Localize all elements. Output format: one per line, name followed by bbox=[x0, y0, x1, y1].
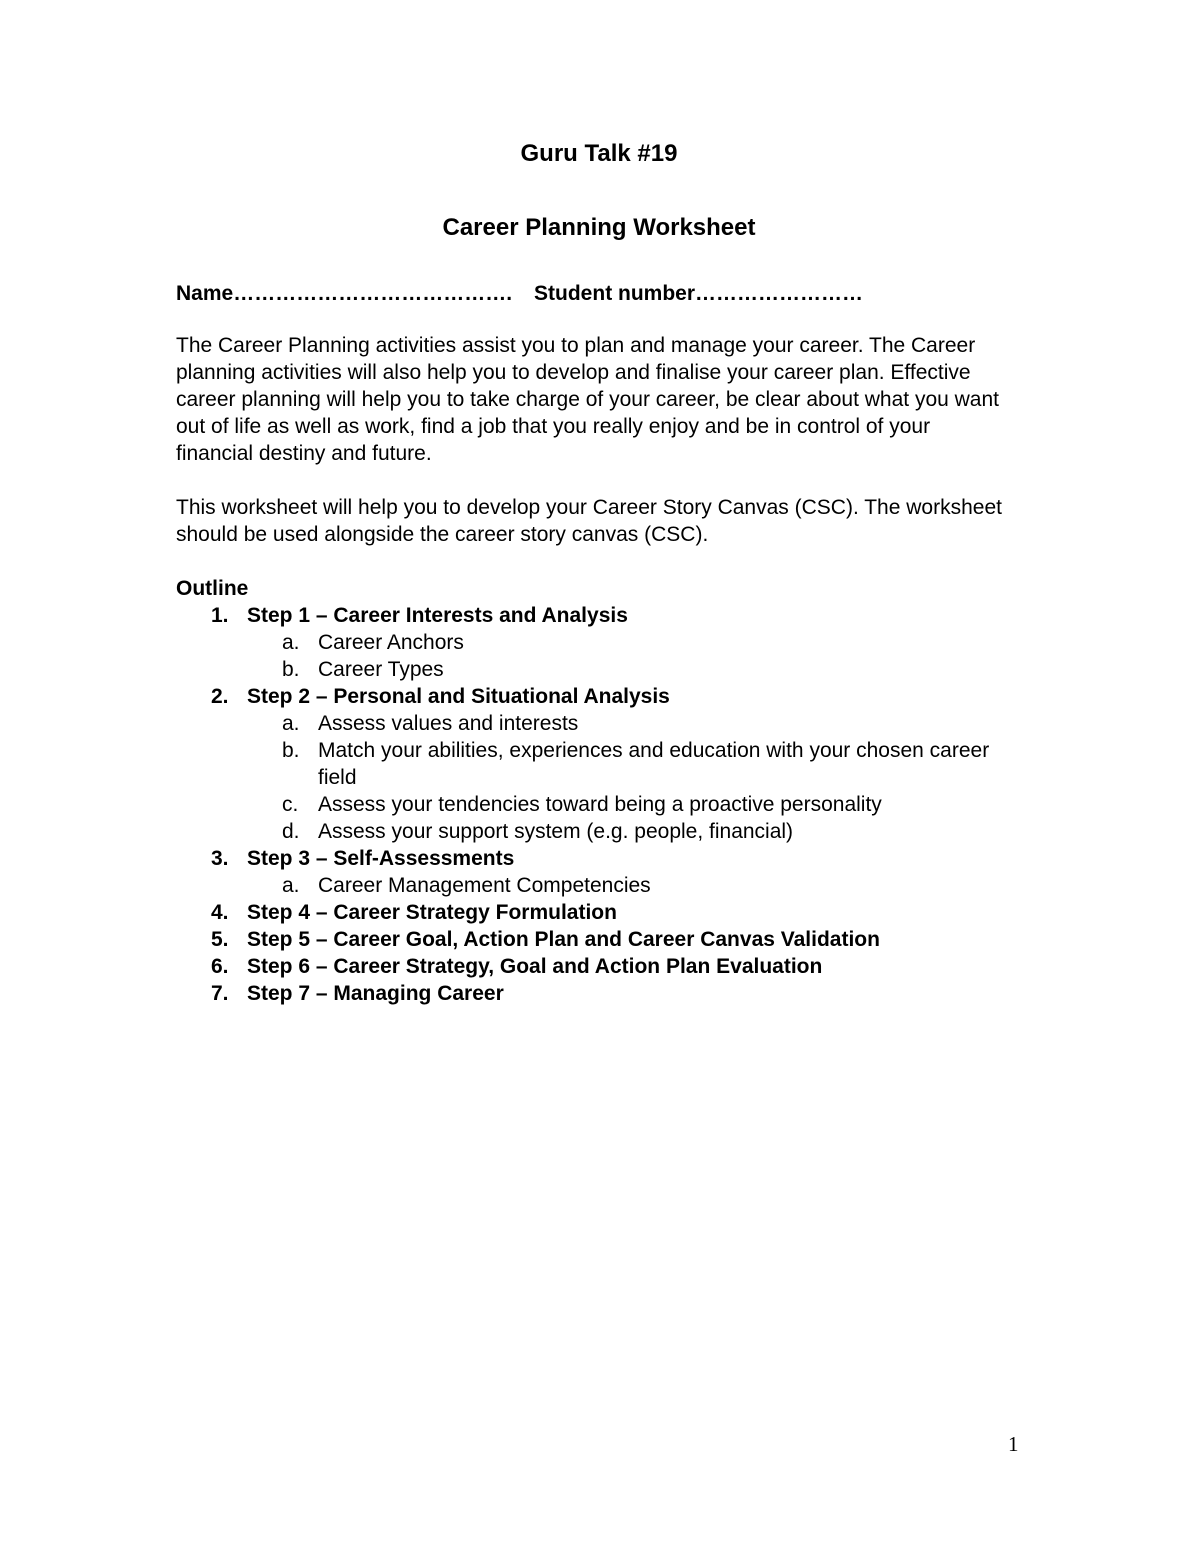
outline-step bbox=[176, 602, 1026, 683]
step-number: 5. bbox=[211, 928, 229, 951]
sub-item bbox=[176, 791, 1008, 818]
step-number: 4. bbox=[211, 901, 229, 924]
sub-item-list bbox=[176, 710, 1026, 845]
csc-paragraph: This worksheet will help you to develop your Career Story Canvas (CSC). The worksheet should be used alongside the career story canvas (CSC). bbox=[176, 496, 1002, 546]
sub-item-text: Assess your support system (e.g. people, financial) bbox=[318, 820, 794, 843]
step-label: Step 3 – Self-Assessments bbox=[247, 847, 515, 870]
document-subtitle: Career Planning Worksheet bbox=[442, 214, 756, 241]
step-label: Step 1 – Career Interests and Analysis bbox=[247, 604, 628, 627]
outline-step bbox=[176, 899, 1026, 926]
sub-item-letter: a. bbox=[282, 712, 300, 735]
sub-item-list bbox=[176, 629, 1026, 683]
intro-paragraph: The Career Planning activities assist you to plan and manage your career. The Career planning activities will also help you to develop and finalise your career plan. Effective career planning will help you to take charge of your career, be clear about what you want out of life as well as work, find a job that you really enjoy and be in control of your financial destiny and future. bbox=[176, 334, 999, 465]
name-field: Name…………………………………. bbox=[176, 282, 513, 305]
sub-item bbox=[176, 656, 1008, 683]
sub-item-text: Assess values and interests bbox=[318, 712, 579, 735]
step-number: 2. bbox=[211, 685, 229, 708]
sub-item-text: Assess your tendencies toward being a proactive personality bbox=[318, 793, 882, 816]
step-label: Step 5 – Career Goal, Action Plan and Career Canvas Validation bbox=[247, 928, 880, 951]
outline-step bbox=[176, 845, 1026, 899]
sub-item-list bbox=[176, 872, 1026, 899]
step-label: Step 6 – Career Strategy, Goal and Action Plan Evaluation bbox=[247, 955, 823, 978]
step-number: 1. bbox=[211, 604, 229, 627]
outline-step bbox=[176, 683, 1026, 845]
step-number: 7. bbox=[211, 982, 229, 1005]
sub-item-letter: a. bbox=[282, 631, 300, 654]
student-number-field: Student number…………………… bbox=[534, 282, 864, 305]
document-title: Guru Talk #19 bbox=[520, 140, 678, 167]
outline-step bbox=[176, 953, 1026, 980]
sub-item-text: Career Anchors bbox=[318, 631, 464, 654]
sub-item bbox=[176, 818, 1008, 845]
step-label: Step 7 – Managing Career bbox=[247, 982, 504, 1005]
outline-steps-list bbox=[176, 602, 1026, 1007]
sub-item bbox=[176, 872, 1008, 899]
step-number: 6. bbox=[211, 955, 229, 978]
outline-step bbox=[176, 980, 1026, 1007]
sub-item-letter: c. bbox=[282, 793, 299, 816]
sub-item-text: Career Types bbox=[318, 658, 444, 681]
outline-heading: Outline bbox=[176, 577, 249, 600]
sub-item-text: Match your abilities, experiences and education with your chosen career field bbox=[318, 739, 990, 789]
page-content bbox=[176, 140, 1026, 1007]
name-student-line bbox=[176, 282, 1026, 306]
step-label: Step 2 – Personal and Situational Analysis bbox=[247, 685, 670, 708]
sub-item-letter: d. bbox=[282, 820, 300, 843]
sub-item-letter: a. bbox=[282, 874, 300, 897]
page-number: 1 bbox=[1008, 1432, 1019, 1456]
sub-item bbox=[176, 710, 1008, 737]
step-label: Step 4 – Career Strategy Formulation bbox=[247, 901, 617, 924]
step-number: 3. bbox=[211, 847, 229, 870]
sub-item-letter: b. bbox=[282, 658, 300, 681]
outline-step bbox=[176, 926, 1026, 953]
sub-item-text: Career Management Competencies bbox=[318, 874, 651, 897]
sub-item bbox=[176, 629, 1008, 656]
sub-item bbox=[176, 737, 1008, 791]
sub-item-letter: b. bbox=[282, 739, 300, 762]
